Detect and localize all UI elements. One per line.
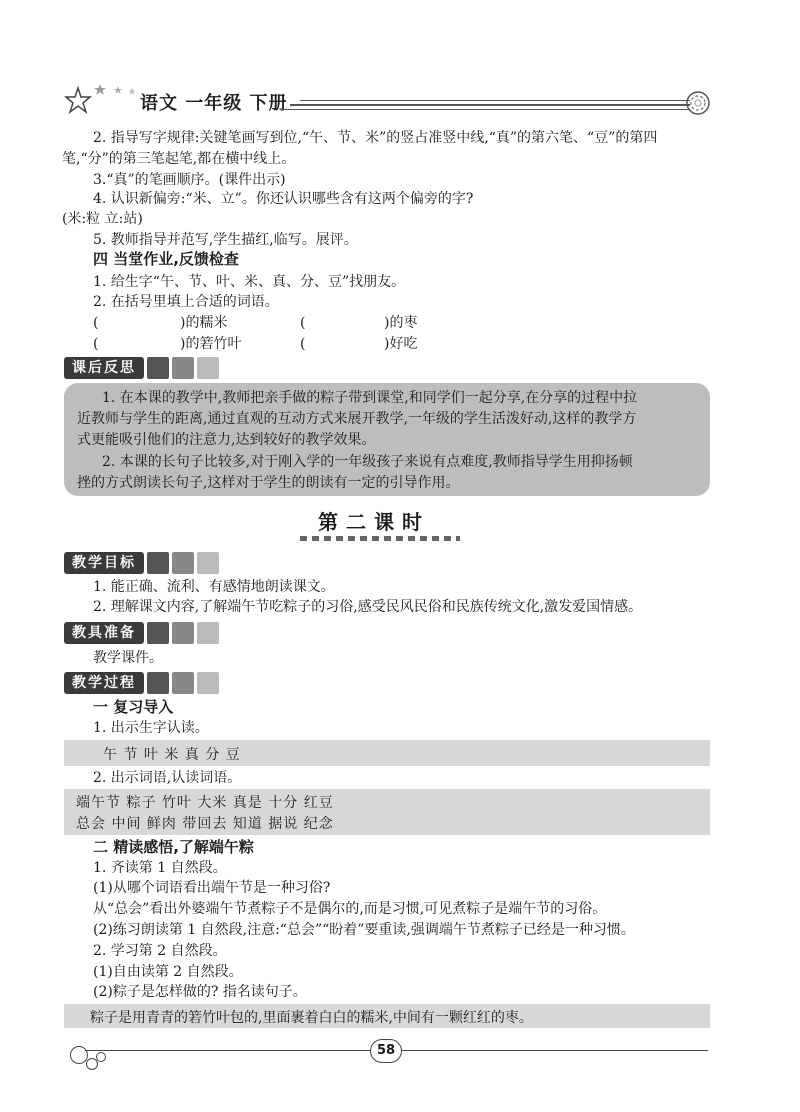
words-line: 端午节 粽子 竹叶 大米 真是 十分 红豆 bbox=[76, 795, 334, 811]
tag-square bbox=[197, 672, 219, 694]
blank-label: )的箬竹叶 bbox=[180, 336, 242, 352]
text-line: (1)从哪个词语看出端午节是一种习俗? bbox=[93, 880, 331, 896]
text-line: (2)练习朗读第 1 自然段,注意:“总会”“盼着”要重读,强调端午节煮粽子已经是一种习惯。 bbox=[93, 922, 635, 938]
star-decoration-icon bbox=[62, 80, 142, 120]
header-rule bbox=[280, 109, 690, 110]
text-line: 1. 出示生字认读。 bbox=[93, 720, 209, 736]
section-tag-reflection bbox=[64, 356, 219, 380]
tag-label: 教学过程 bbox=[64, 672, 144, 694]
text-line: (1)自由读第 2 自然段。 bbox=[93, 964, 243, 980]
section-heading: 四 当堂作业,反馈检查 bbox=[93, 250, 239, 268]
blank-label: )的糯米 bbox=[180, 315, 228, 331]
tag-square bbox=[147, 622, 169, 644]
text-line: 3.“真”的笔画顺序。(课件出示) bbox=[93, 172, 286, 188]
lesson-title: 第二课时 bbox=[318, 510, 430, 534]
quote-text: 粽子是用青青的箬竹叶包的,里面裹着白白的糯米,中间有一颗红红的枣。 bbox=[90, 1010, 533, 1026]
text-line: 教学课件。 bbox=[93, 650, 163, 666]
text-line: 从“总会”看出外婆端午节煮粽子不是偶尔的,而是习惯,可见煮粽子是端午节的习俗。 bbox=[93, 901, 607, 917]
section-tag-tools bbox=[64, 621, 219, 645]
tag-square bbox=[172, 672, 194, 694]
reflection-line: 挫的方式朗读长句子,这样对于学生的朗读有一定的引导作用。 bbox=[77, 475, 460, 491]
tag-square bbox=[147, 672, 169, 694]
bubble-decoration-icon bbox=[96, 1052, 106, 1062]
tag-square bbox=[147, 552, 169, 574]
text-line: 5. 教师指导并范写,学生描红,临写。展评。 bbox=[93, 232, 358, 248]
section-tag-goals bbox=[64, 551, 219, 575]
text-line: (2)粽子是怎样做的? 指名读句子。 bbox=[93, 984, 307, 1000]
words-line: 总会 中间 鲜肉 带回去 知道 据说 纪念 bbox=[76, 816, 334, 832]
text-line: 4. 认识新偏旁:“米、立”。你还认识哪些含有这两个偏旁的字? bbox=[93, 191, 474, 207]
reflection-line: 式更能吸引他们的注意力,达到较好的教学效果。 bbox=[77, 432, 376, 448]
text-line: 1. 能正确、流利、有感情地朗读课文。 bbox=[93, 579, 335, 595]
tag-square bbox=[197, 552, 219, 574]
reflection-line: 1. 在本课的教学中,教师把亲手做的粽子带到课堂,和同学们一起分享,在分享的过程中拉 bbox=[102, 390, 638, 406]
tag-square bbox=[172, 552, 194, 574]
spiral-decoration-icon bbox=[684, 89, 712, 117]
tag-square bbox=[197, 357, 219, 379]
text-line: 2. 在括号里填上合适的词语。 bbox=[93, 294, 279, 310]
blank-label: )好吃 bbox=[384, 336, 418, 352]
text-line: 2. 学习第 2 自然段。 bbox=[93, 943, 227, 959]
tag-label: 课后反思 bbox=[64, 357, 144, 379]
text-line: 1. 齐读第 1 自然段。 bbox=[93, 860, 227, 876]
tag-label: 教具准备 bbox=[64, 622, 144, 644]
text-line: 2. 指导写字规律:关键笔画写到位,“午、节、米”的竖占准竖中线,“真”的第六笔、“豆”的第四 bbox=[93, 130, 658, 146]
header-title: 语文 一年级 下册 bbox=[140, 93, 288, 114]
page-number: 58 bbox=[370, 1039, 402, 1063]
reflection-line: 近教师与学生的距离,通过直观的互动方式来展开教学,一年级的学生活泼好动,这样的教学方 bbox=[77, 411, 637, 427]
tag-square bbox=[197, 622, 219, 644]
blank-open: ( bbox=[300, 315, 306, 331]
blank-open: ( bbox=[93, 315, 99, 331]
text-line: 1. 给生字“午、节、叶、米、真、分、豆”找朋友。 bbox=[93, 274, 406, 290]
blank-label: )的枣 bbox=[384, 315, 418, 331]
header-rule bbox=[300, 100, 690, 101]
tag-square bbox=[172, 622, 194, 644]
section-heading: 一 复习导入 bbox=[93, 698, 174, 716]
text-line: 2. 理解课文内容,了解端午节吃粽子的习俗,感受民风民俗和民族传统文化,激发爱国情感。 bbox=[93, 599, 643, 615]
characters-text: 午 节 叶 米 真 分 豆 bbox=[103, 747, 241, 763]
text-line: (米:粒 立:站) bbox=[62, 211, 143, 227]
header-rule bbox=[290, 104, 690, 106]
tag-square bbox=[172, 357, 194, 379]
section-heading: 二 精读感悟,了解端午粽 bbox=[93, 838, 254, 856]
text-line: 笔,“分”的第三笔起笔,都在横中线上。 bbox=[62, 151, 296, 167]
text-line: 2. 出示词语,认读词语。 bbox=[93, 770, 242, 786]
blank-open: ( bbox=[300, 336, 306, 352]
section-tag-process bbox=[64, 671, 219, 695]
reflection-line: 2. 本课的长句子比较多,对于刚入学的一年级孩子来说有点难度,教师指导学生用抑扬顿 bbox=[102, 454, 633, 470]
title-underline bbox=[300, 536, 460, 541]
tag-square bbox=[147, 357, 169, 379]
blank-open: ( bbox=[93, 336, 99, 352]
tag-label: 教学目标 bbox=[64, 552, 144, 574]
